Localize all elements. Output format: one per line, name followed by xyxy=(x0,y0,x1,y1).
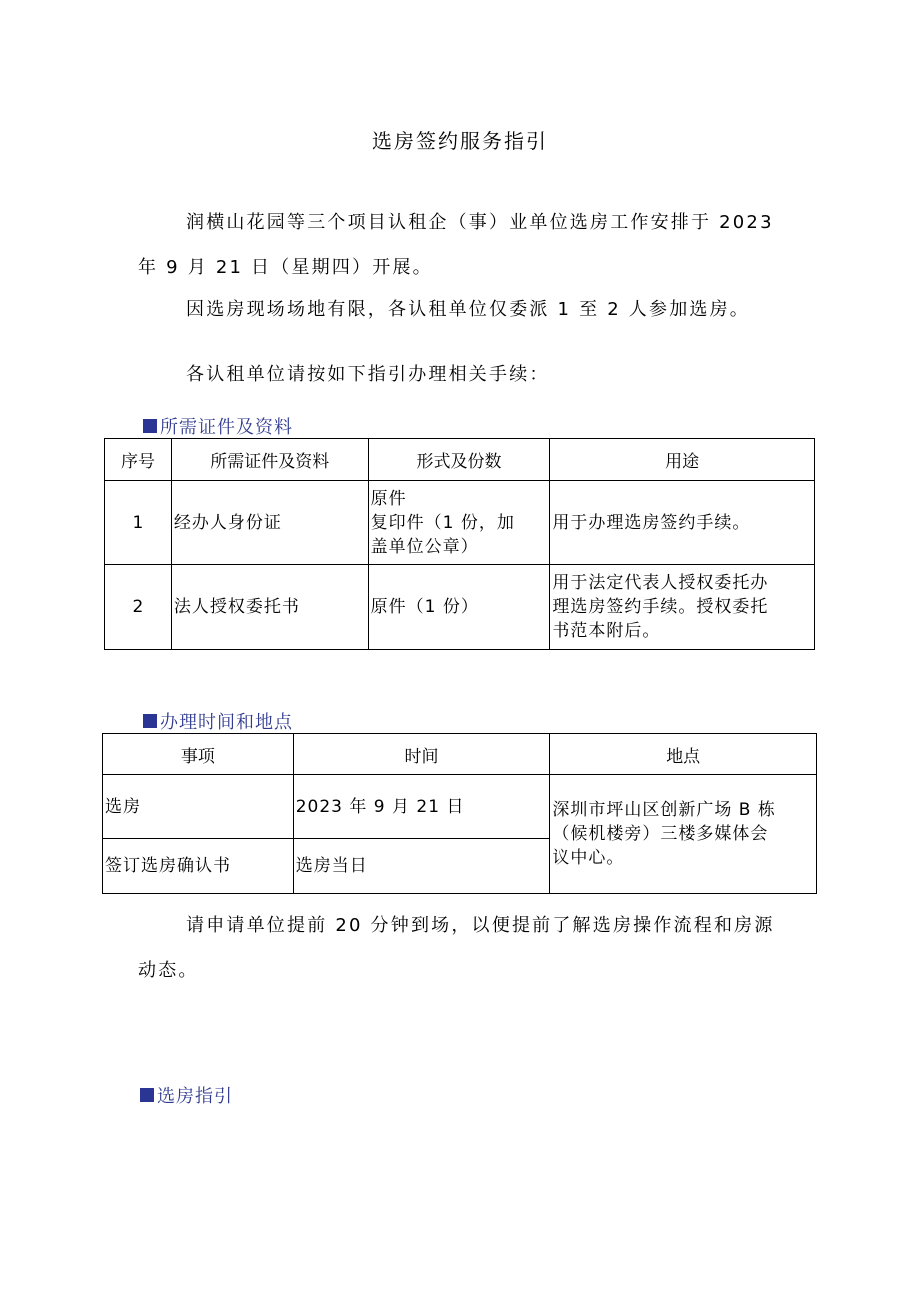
document-name: 经办人身份证 xyxy=(171,481,368,565)
intro-line-3: 因选房现场场地有限，各认租单位仅委派 1 至 2 人参加选房。 xyxy=(186,299,750,320)
time-cell: 2023 年 9 月 21 日 xyxy=(293,775,550,839)
note-line-1: 请申请单位提前 20 分钟到场，以便提前了解选房操作流程和房源 xyxy=(186,915,775,936)
use-cell xyxy=(550,565,815,650)
section-heading-label: 所需证件及资料 xyxy=(160,417,293,438)
header-cell: 事项 xyxy=(103,734,294,775)
documents-table xyxy=(104,438,815,650)
use-line: 理选房签约手续。授权委托 xyxy=(552,597,769,617)
location-line: 深圳市坪山区创新广场 B 栋 xyxy=(552,800,776,820)
location-line: （候机楼旁）三楼多媒体会 xyxy=(552,824,769,844)
table-row xyxy=(103,775,817,839)
item-cell: 签订选房确认书 xyxy=(103,839,294,894)
header-cell: 地点 xyxy=(550,734,817,775)
intro-line-4: 各认租单位请按如下指引办理相关手续： xyxy=(186,364,550,385)
form-cell xyxy=(368,565,550,650)
row-number: 2 xyxy=(105,565,172,650)
header-cell: 形式及份数 xyxy=(368,439,550,481)
use-line: 用于法定代表人授权委托办 xyxy=(552,573,769,593)
use-line: 用于办理选房签约手续。 xyxy=(552,512,751,533)
document-name: 法人授权委托书 xyxy=(171,565,368,650)
form-line: 复印件（1 份，加 xyxy=(370,512,515,533)
section-heading-label: 选房指引 xyxy=(157,1086,233,1107)
form-line: 盖单位公章） xyxy=(370,536,479,557)
header-cell: 序号 xyxy=(105,439,172,481)
section-heading-guide xyxy=(140,1082,233,1108)
item-cell: 选房 xyxy=(103,775,294,839)
section-heading-documents xyxy=(143,413,293,439)
section-heading-label: 办理时间和地点 xyxy=(160,712,293,733)
table-row xyxy=(105,565,815,650)
form-line: 原件 xyxy=(370,488,407,509)
row-number: 1 xyxy=(105,481,172,565)
page-title: 选房签约服务指引 xyxy=(372,129,548,153)
form-cell xyxy=(368,481,550,565)
location-line: 议中心。 xyxy=(552,848,625,868)
table-header-row xyxy=(105,439,815,481)
use-cell xyxy=(550,481,815,565)
use-line: 书范本附后。 xyxy=(552,621,661,641)
square-bullet-icon xyxy=(140,1088,154,1102)
square-bullet-icon xyxy=(143,419,157,433)
table-header-row xyxy=(103,734,817,775)
note-line-2: 动态。 xyxy=(138,960,199,981)
header-cell: 用途 xyxy=(550,439,815,481)
section-heading-time-place xyxy=(143,708,293,734)
square-bullet-icon xyxy=(143,714,157,728)
intro-line-1: 润横山花园等三个项目认租企（事）业单位选房工作安排于 2023 xyxy=(186,212,774,233)
header-cell: 时间 xyxy=(293,734,550,775)
time-place-table xyxy=(102,733,817,894)
location-cell xyxy=(550,775,817,894)
time-cell: 选房当日 xyxy=(293,839,550,894)
table-row xyxy=(105,481,815,565)
form-line: 原件（1 份） xyxy=(370,597,479,617)
header-cell: 所需证件及资料 xyxy=(171,439,368,481)
intro-line-2: 年 9 月 21 日（星期四）开展。 xyxy=(138,257,433,278)
